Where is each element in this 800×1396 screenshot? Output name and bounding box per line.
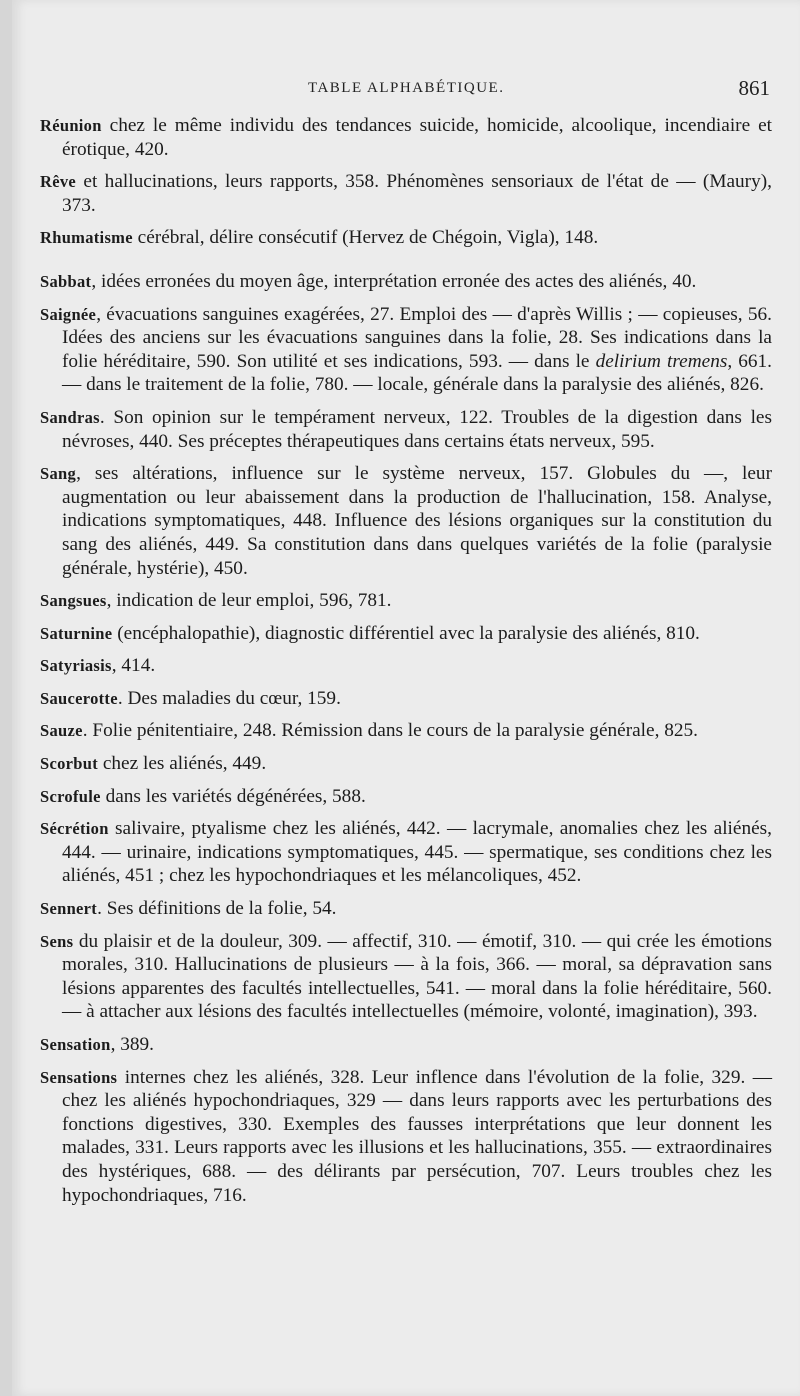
entry-text: salivaire, ptyalisme chez les aliénés, 442. — lacrymale, anomalies chez les aliénés, 444. — urinaire, indications symptomatiques, 445. — spermatique, ses conditions chez les aliénés, 451 ; chez les hypochondriaques et les mélancoliques, 452. bbox=[62, 818, 772, 887]
entry-text: du plaisir et de la douleur, 309. — affectif, 310. — émotif, 310. — qui crée les émotions morales, 310. Hallucinations de plusieurs — à la fois, 366. — moral, sa dépravation sans lésions apparentes des facultés intellectuelles, 541. — moral dans la folie héréditaire, 560. — à attacher aux lésions des facultés intellectuelles (mémoire, volonté, imagination), 393. bbox=[62, 930, 772, 1023]
entry-text: , idées erronées du moyen âge, interprétation erronée des actes des aliénés, 40. bbox=[91, 270, 697, 292]
entry-text: , 414. bbox=[111, 655, 156, 677]
index-entry bbox=[40, 303, 772, 397]
entry-headword: Sennert bbox=[40, 899, 98, 919]
entry-headword: Scorbut bbox=[40, 754, 99, 774]
index-entry bbox=[40, 226, 772, 250]
entry-headword: Sensations bbox=[40, 1067, 118, 1087]
entry-text: cérébral, délire consécutif (Hervez de Chégoin, Vigla), 148. bbox=[132, 227, 599, 249]
entry-text: . Ses définitions de la folie, 54. bbox=[97, 898, 337, 920]
index-entry bbox=[40, 1033, 772, 1057]
index-entry bbox=[40, 462, 772, 580]
index-entry bbox=[40, 687, 772, 711]
entry-headword: Saturnine bbox=[40, 623, 113, 643]
index-entry bbox=[40, 930, 772, 1024]
entry-text: . Folie pénitentiaire, 248. Rémission dans le cours de la paralysie générale, 825. bbox=[82, 720, 698, 742]
entry-text: , ses altérations, influence sur le système nerveux, 157. Globules du —, leur augmentation ou leur abaissement dans la production de l'hallucination, 158. Analyse, indications symptomatiques, 448. Influence des lésions organiques sur la constitution du sang des aliénés, 449. Sa constitution dans dans quelques variétés de la folie (paralysie générale, hystérie), 450. bbox=[62, 463, 772, 579]
entry-text: et hallucinations, leurs rapports, 358. Phénomènes sensoriaux de l'état de — (Maury), 373. bbox=[62, 171, 772, 216]
entry-text: chez le même individu des tendances suicide, homicide, alcoolique, incendiaire et érotique, 420. bbox=[62, 115, 772, 160]
index-entry bbox=[40, 114, 772, 161]
entry-headword: Sensation bbox=[40, 1035, 111, 1054]
index-entry bbox=[40, 589, 772, 613]
entry-headword: Sauze bbox=[40, 721, 83, 741]
entry-text: internes chez les aliénés, 328. Leur inflence dans l'évolution de la folie, 329. — chez les aliénés hypochondriaques, 329 — dans leurs rapports avec les perturbations des fonctions digestives, 330. Exemples des fausses interprétations que leur donnent les malades, 331. Leurs rapports avec les illusions et les hallucinations, 355. — extraordinaires des hystériques, 688. — des délirants par persécution, 707. Leurs troubles chez les hypochondriaques, 716. bbox=[62, 1066, 772, 1206]
entry-text-continued: , 661. — dans le traitement de la folie, 780. — locale, générale dans la paralysie des aliénés, 826. bbox=[62, 350, 772, 396]
index-entry bbox=[40, 785, 772, 809]
index-entry bbox=[40, 897, 772, 921]
entry-headword: Réunion bbox=[40, 116, 102, 135]
entry-italic: delirium tremens bbox=[595, 350, 728, 372]
index-entry bbox=[40, 1066, 772, 1208]
entry-headword: Saignée bbox=[40, 304, 97, 324]
entry-text: chez les aliénés, 449. bbox=[98, 753, 267, 775]
entry-headword: Satyriasis bbox=[40, 656, 112, 676]
entry-text: , évacuations sanguines exagérées, 27. Emploi des — d'après Willis ; — copieuses, 56. Idées des anciens sur les évacuations sanguines dans la folie, 28. Ses indications dans la folie héréditaire, 590. Son utilité et ses indications, 593. — dans le bbox=[62, 303, 772, 372]
entry-headword: Sécrétion bbox=[40, 819, 109, 839]
index-entry bbox=[40, 654, 772, 678]
page-number: 861 bbox=[738, 76, 770, 100]
entry-headword: Rêve bbox=[40, 172, 77, 192]
page-header bbox=[12, 76, 800, 104]
entry-headword: Rhumatisme bbox=[40, 228, 133, 248]
index-entries bbox=[40, 114, 772, 1216]
entry-headword: Sens bbox=[40, 931, 74, 951]
entry-headword: Sang bbox=[40, 464, 77, 484]
index-entry bbox=[40, 406, 772, 453]
index-entry bbox=[40, 270, 772, 294]
book-page bbox=[12, 0, 800, 1396]
entry-text: . Son opinion sur le tempérament nerveux, 122. Troubles de la digestion dans les névroses, 440. Ses préceptes thérapeutiques dans certains états nerveux, 595. bbox=[62, 406, 772, 452]
index-entry bbox=[40, 719, 772, 743]
entry-text: , indication de leur emploi, 596, 781. bbox=[106, 590, 392, 612]
entry-headword: Scrofule bbox=[40, 786, 101, 806]
running-title: TABLE ALPHABÉTIQUE. bbox=[308, 80, 505, 96]
entry-text: . Des maladies du cœur, 159. bbox=[117, 687, 341, 709]
index-entry bbox=[40, 622, 772, 646]
entry-text: (encéphalopathie), diagnostic différentiel avec la paralysie des aliénés, 810. bbox=[112, 622, 700, 644]
entry-headword: Saucerotte bbox=[40, 688, 118, 708]
index-entry bbox=[40, 752, 772, 776]
entry-headword: Sabbat bbox=[40, 271, 92, 291]
index-entry bbox=[40, 817, 772, 888]
entry-headword: Sangsues bbox=[40, 591, 107, 611]
entry-text: , 389. bbox=[110, 1034, 154, 1055]
entry-text: dans les variétés dégénérées, 588. bbox=[100, 785, 366, 807]
index-entry bbox=[40, 170, 772, 217]
entry-headword: Sandras bbox=[40, 407, 100, 427]
